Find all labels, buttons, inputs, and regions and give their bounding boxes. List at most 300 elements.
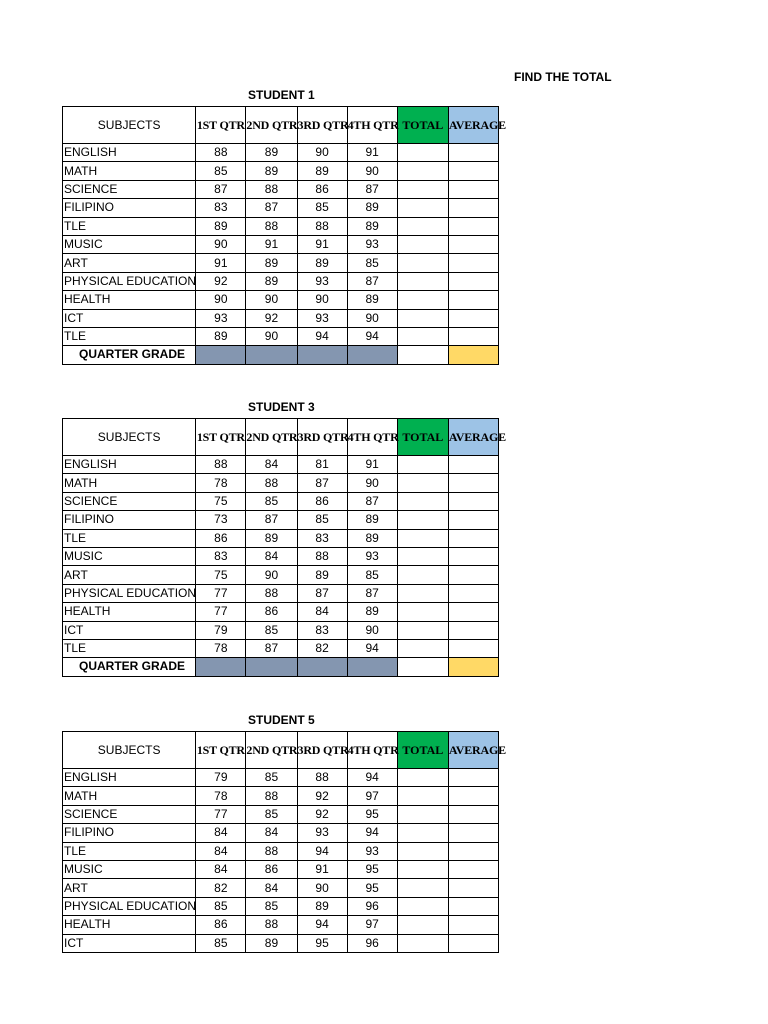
grade-cell-q4: 90	[347, 621, 397, 639]
grade-cell-q2: 88	[246, 180, 297, 198]
grade-cell-q4: 97	[347, 916, 397, 934]
table-row	[63, 309, 499, 327]
table-row	[63, 860, 499, 878]
quarter-grade-label: QUARTER GRADE	[63, 346, 196, 364]
grade-cell-q4: 90	[347, 162, 397, 180]
grade-cell-q3: 82	[297, 639, 347, 657]
total-cell[interactable]	[397, 805, 448, 823]
table-row	[63, 492, 499, 510]
grade-cell-q2: 87	[246, 639, 297, 657]
grade-cell-q3: 94	[297, 842, 347, 860]
grade-cell-q2: 88	[246, 474, 297, 492]
grade-cell-q3: 89	[297, 897, 347, 915]
grade-cell-q2: 92	[246, 309, 297, 327]
grade-cell-q3: 86	[297, 492, 347, 510]
average-cell[interactable]	[448, 511, 498, 529]
grade-cell-q4: 96	[347, 897, 397, 915]
grade-cell-q1: 86	[196, 529, 246, 547]
average-cell[interactable]	[448, 272, 498, 290]
grade-cell-q2: 85	[246, 492, 297, 510]
subject-cell: PHYSICAL EDUCATION	[63, 897, 196, 915]
grade-cell-q3: 83	[297, 529, 347, 547]
grade-cell-q3: 92	[297, 805, 347, 823]
grade-cell-q1: 91	[196, 254, 246, 272]
average-cell[interactable]	[448, 474, 498, 492]
total-cell[interactable]	[397, 897, 448, 915]
student-title: STUDENT 3	[248, 400, 315, 414]
quarter-grade-row	[63, 658, 499, 676]
average-cell[interactable]	[448, 897, 498, 915]
grade-cell-q3: 85	[297, 511, 347, 529]
subject-cell: MUSIC	[63, 860, 196, 878]
grade-cell-q3: 88	[297, 769, 347, 787]
header-row	[63, 732, 499, 769]
average-cell[interactable]	[448, 456, 498, 474]
subject-cell: FILIPINO	[63, 511, 196, 529]
total-cell[interactable]	[397, 547, 448, 565]
grade-cell-q2: 85	[246, 621, 297, 639]
total-cell[interactable]	[397, 254, 448, 272]
grade-cell-q1: 73	[196, 511, 246, 529]
average-cell[interactable]	[448, 162, 498, 180]
table-row	[63, 769, 499, 787]
grade-cell-q4: 89	[347, 511, 397, 529]
average-cell[interactable]	[448, 639, 498, 657]
total-cell[interactable]	[397, 327, 448, 345]
header-1st-qtr: 1ST QTR	[196, 419, 246, 456]
header-total: TOTAL	[397, 107, 448, 144]
subject-cell: TLE	[63, 217, 196, 235]
total-cell[interactable]	[397, 456, 448, 474]
total-cell[interactable]	[397, 639, 448, 657]
header-3rd-qtr: 3RD QTR	[297, 107, 347, 144]
table-row	[63, 879, 499, 897]
total-cell[interactable]	[397, 584, 448, 602]
average-cell[interactable]	[448, 787, 498, 805]
header-average: AVERAGE	[448, 732, 498, 769]
total-cell[interactable]	[397, 162, 448, 180]
grade-cell-q2: 89	[246, 162, 297, 180]
quarter-grade-average-cell[interactable]	[448, 346, 498, 364]
table-row	[63, 934, 499, 952]
table-row	[63, 787, 499, 805]
table-row	[63, 566, 499, 584]
grade-cell-q1: 84	[196, 824, 246, 842]
quarter-grade-cell-q2[interactable]	[246, 346, 297, 364]
grade-cell-q2: 88	[246, 916, 297, 934]
grade-cell-q3: 89	[297, 254, 347, 272]
grade-cell-q3: 84	[297, 603, 347, 621]
subject-cell: ENGLISH	[63, 144, 196, 162]
grade-cell-q4: 91	[347, 144, 397, 162]
grade-cell-q4: 89	[347, 529, 397, 547]
grade-cell-q1: 75	[196, 492, 246, 510]
average-cell[interactable]	[448, 769, 498, 787]
subject-cell: SCIENCE	[63, 180, 196, 198]
header-3rd-qtr: 3RD QTR	[297, 732, 347, 769]
subject-cell: TLE	[63, 842, 196, 860]
table-row	[63, 547, 499, 565]
grades-table	[62, 731, 506, 953]
grade-cell-q1: 77	[196, 805, 246, 823]
grade-cell-q2: 89	[246, 272, 297, 290]
subject-cell: PHYSICAL EDUCATION	[63, 272, 196, 290]
header-4th-qtr: 4TH QTR	[347, 732, 397, 769]
table-row	[63, 824, 499, 842]
average-cell[interactable]	[448, 235, 498, 253]
average-cell[interactable]	[448, 144, 498, 162]
quarter-grade-cell-q2[interactable]	[246, 658, 297, 676]
grade-cell-q4: 95	[347, 805, 397, 823]
grade-cell-q2: 90	[246, 566, 297, 584]
grade-cell-q3: 91	[297, 860, 347, 878]
grade-cell-q2: 88	[246, 842, 297, 860]
header-4th-qtr: 4TH QTR	[347, 419, 397, 456]
total-cell[interactable]	[397, 291, 448, 309]
grade-cell-q4: 85	[347, 254, 397, 272]
subject-cell: ICT	[63, 309, 196, 327]
grade-cell-q2: 89	[246, 529, 297, 547]
total-cell[interactable]	[397, 474, 448, 492]
average-cell[interactable]	[448, 584, 498, 602]
grade-cell-q1: 85	[196, 162, 246, 180]
average-cell[interactable]	[448, 621, 498, 639]
grade-cell-q3: 87	[297, 584, 347, 602]
grade-cell-q3: 88	[297, 547, 347, 565]
quarter-grade-cell-q4[interactable]	[347, 658, 397, 676]
grade-cell-q3: 94	[297, 916, 347, 934]
header-4th-qtr: 4TH QTR	[347, 107, 397, 144]
quarter-grade-total-cell[interactable]	[397, 346, 448, 364]
grade-cell-q2: 87	[246, 511, 297, 529]
subject-cell: TLE	[63, 327, 196, 345]
subject-cell: MUSIC	[63, 235, 196, 253]
average-cell[interactable]	[448, 180, 498, 198]
table-row	[63, 199, 499, 217]
grade-cell-q1: 78	[196, 474, 246, 492]
quarter-grade-label: QUARTER GRADE	[63, 658, 196, 676]
total-cell[interactable]	[397, 199, 448, 217]
total-cell[interactable]	[397, 879, 448, 897]
grade-cell-q1: 79	[196, 621, 246, 639]
subject-cell: FILIPINO	[63, 199, 196, 217]
grade-cell-q2: 85	[246, 897, 297, 915]
grade-cell-q3: 86	[297, 180, 347, 198]
grade-cell-q4: 89	[347, 603, 397, 621]
total-cell[interactable]	[397, 529, 448, 547]
average-cell[interactable]	[448, 309, 498, 327]
grade-cell-q3: 93	[297, 824, 347, 842]
grade-cell-q1: 92	[196, 272, 246, 290]
total-cell[interactable]	[397, 144, 448, 162]
total-cell[interactable]	[397, 511, 448, 529]
average-cell[interactable]	[448, 824, 498, 842]
total-cell[interactable]	[397, 842, 448, 860]
header-average: AVERAGE	[448, 419, 498, 456]
total-cell[interactable]	[397, 769, 448, 787]
header-subjects: SUBJECTS	[63, 732, 196, 769]
grade-cell-q2: 84	[246, 824, 297, 842]
table-row	[63, 511, 499, 529]
grade-cell-q2: 86	[246, 603, 297, 621]
average-cell[interactable]	[448, 603, 498, 621]
student-table-wrapper	[62, 418, 506, 677]
grade-cell-q1: 84	[196, 842, 246, 860]
subject-cell: MUSIC	[63, 547, 196, 565]
grade-cell-q4: 93	[347, 842, 397, 860]
average-cell[interactable]	[448, 217, 498, 235]
grade-cell-q1: 84	[196, 860, 246, 878]
average-cell[interactable]	[448, 805, 498, 823]
grade-cell-q4: 94	[347, 824, 397, 842]
subject-cell: SCIENCE	[63, 492, 196, 510]
quarter-grade-average-cell[interactable]	[448, 658, 498, 676]
total-cell[interactable]	[397, 217, 448, 235]
grade-cell-q1: 77	[196, 603, 246, 621]
subject-cell: SCIENCE	[63, 805, 196, 823]
grade-cell-q1: 87	[196, 180, 246, 198]
average-cell[interactable]	[448, 842, 498, 860]
subject-cell: ART	[63, 254, 196, 272]
grade-cell-q1: 89	[196, 217, 246, 235]
total-cell[interactable]	[397, 492, 448, 510]
header-1st-qtr: 1ST QTR	[196, 107, 246, 144]
grade-cell-q4: 94	[347, 639, 397, 657]
header-total: TOTAL	[397, 419, 448, 456]
grade-cell-q2: 89	[246, 144, 297, 162]
header-average: AVERAGE	[448, 107, 498, 144]
instruction-text: FIND THE TOTAL	[514, 70, 612, 84]
total-cell[interactable]	[397, 235, 448, 253]
grade-cell-q2: 87	[246, 199, 297, 217]
quarter-grade-cell-q1[interactable]	[196, 346, 246, 364]
grade-cell-q4: 97	[347, 787, 397, 805]
total-cell[interactable]	[397, 934, 448, 952]
grade-cell-q4: 87	[347, 584, 397, 602]
grade-cell-q1: 90	[196, 235, 246, 253]
grade-cell-q3: 87	[297, 474, 347, 492]
grade-cell-q4: 96	[347, 934, 397, 952]
grade-cell-q1: 85	[196, 934, 246, 952]
table-row	[63, 291, 499, 309]
grade-cell-q2: 90	[246, 327, 297, 345]
subject-cell: MATH	[63, 787, 196, 805]
student-table-wrapper	[62, 106, 506, 365]
table-row	[63, 529, 499, 547]
grade-cell-q1: 89	[196, 327, 246, 345]
grade-cell-q1: 83	[196, 547, 246, 565]
grade-cell-q2: 89	[246, 254, 297, 272]
subject-cell: MATH	[63, 162, 196, 180]
subject-cell: TLE	[63, 639, 196, 657]
grade-cell-q4: 90	[347, 309, 397, 327]
grade-cell-q1: 93	[196, 309, 246, 327]
grade-cell-q4: 93	[347, 547, 397, 565]
grade-cell-q2: 88	[246, 584, 297, 602]
quarter-grade-cell-q4[interactable]	[347, 346, 397, 364]
table-row	[63, 235, 499, 253]
grade-cell-q4: 90	[347, 474, 397, 492]
grade-cell-q4: 85	[347, 566, 397, 584]
grades-table	[62, 106, 506, 365]
table-row	[63, 144, 499, 162]
total-cell[interactable]	[397, 180, 448, 198]
average-cell[interactable]	[448, 566, 498, 584]
grade-cell-q1: 85	[196, 897, 246, 915]
grade-cell-q3: 81	[297, 456, 347, 474]
table-row	[63, 805, 499, 823]
average-cell[interactable]	[448, 291, 498, 309]
grade-cell-q1: 88	[196, 456, 246, 474]
grade-cell-q3: 95	[297, 934, 347, 952]
average-cell[interactable]	[448, 492, 498, 510]
grade-cell-q3: 89	[297, 162, 347, 180]
grade-cell-q4: 95	[347, 860, 397, 878]
student-table-wrapper	[62, 731, 506, 953]
total-cell[interactable]	[397, 916, 448, 934]
table-row	[63, 180, 499, 198]
grade-cell-q3: 83	[297, 621, 347, 639]
average-cell[interactable]	[448, 547, 498, 565]
subject-cell: FILIPINO	[63, 824, 196, 842]
header-row	[63, 107, 499, 144]
total-cell[interactable]	[397, 860, 448, 878]
subject-cell: ART	[63, 879, 196, 897]
grade-cell-q1: 75	[196, 566, 246, 584]
table-row	[63, 456, 499, 474]
average-cell[interactable]	[448, 879, 498, 897]
table-row	[63, 162, 499, 180]
average-cell[interactable]	[448, 199, 498, 217]
table-row	[63, 584, 499, 602]
grade-cell-q4: 87	[347, 492, 397, 510]
grade-cell-q3: 93	[297, 272, 347, 290]
grade-cell-q3: 91	[297, 235, 347, 253]
table-row	[63, 842, 499, 860]
grade-cell-q2: 85	[246, 769, 297, 787]
header-2nd-qtr: 2ND QTR	[246, 419, 297, 456]
grade-cell-q4: 93	[347, 235, 397, 253]
grade-cell-q2: 90	[246, 291, 297, 309]
average-cell[interactable]	[448, 916, 498, 934]
average-cell[interactable]	[448, 327, 498, 345]
grade-cell-q2: 84	[246, 547, 297, 565]
subject-cell: ENGLISH	[63, 769, 196, 787]
grade-cell-q2: 88	[246, 787, 297, 805]
header-subjects: SUBJECTS	[63, 107, 196, 144]
average-cell[interactable]	[448, 860, 498, 878]
total-cell[interactable]	[397, 603, 448, 621]
grade-cell-q4: 91	[347, 456, 397, 474]
grade-cell-q4: 89	[347, 217, 397, 235]
grade-cell-q1: 90	[196, 291, 246, 309]
total-cell[interactable]	[397, 272, 448, 290]
quarter-grade-cell-q1[interactable]	[196, 658, 246, 676]
grade-cell-q1: 83	[196, 199, 246, 217]
header-row	[63, 419, 499, 456]
header-2nd-qtr: 2ND QTR	[246, 732, 297, 769]
quarter-grade-cell-q3[interactable]	[297, 658, 347, 676]
grade-cell-q3: 92	[297, 787, 347, 805]
header-1st-qtr: 1ST QTR	[196, 732, 246, 769]
grade-cell-q3: 93	[297, 309, 347, 327]
header-2nd-qtr: 2ND QTR	[246, 107, 297, 144]
grade-cell-q1: 77	[196, 584, 246, 602]
table-row	[63, 217, 499, 235]
table-row	[63, 639, 499, 657]
table-row	[63, 272, 499, 290]
average-cell[interactable]	[448, 529, 498, 547]
grade-cell-q1: 86	[196, 916, 246, 934]
grade-cell-q3: 90	[297, 879, 347, 897]
subject-cell: PHYSICAL EDUCATION	[63, 584, 196, 602]
grade-cell-q1: 88	[196, 144, 246, 162]
subject-cell: MATH	[63, 474, 196, 492]
grade-cell-q3: 90	[297, 144, 347, 162]
grade-cell-q1: 78	[196, 639, 246, 657]
grade-cell-q1: 79	[196, 769, 246, 787]
average-cell[interactable]	[448, 934, 498, 952]
grade-cell-q4: 89	[347, 291, 397, 309]
total-cell[interactable]	[397, 621, 448, 639]
grade-cell-q4: 89	[347, 199, 397, 217]
subject-cell: ENGLISH	[63, 456, 196, 474]
grade-cell-q4: 94	[347, 769, 397, 787]
subject-cell: ICT	[63, 621, 196, 639]
subject-cell: HEALTH	[63, 291, 196, 309]
grade-cell-q2: 91	[246, 235, 297, 253]
grade-cell-q3: 89	[297, 566, 347, 584]
total-cell[interactable]	[397, 824, 448, 842]
grade-cell-q3: 88	[297, 217, 347, 235]
grade-cell-q3: 90	[297, 291, 347, 309]
student-title: STUDENT 1	[248, 88, 315, 102]
quarter-grade-total-cell[interactable]	[397, 658, 448, 676]
grade-cell-q2: 88	[246, 217, 297, 235]
table-row	[63, 603, 499, 621]
subject-cell: ART	[63, 566, 196, 584]
total-cell[interactable]	[397, 566, 448, 584]
grade-cell-q2: 86	[246, 860, 297, 878]
grade-cell-q2: 85	[246, 805, 297, 823]
grade-cell-q4: 87	[347, 272, 397, 290]
total-cell[interactable]	[397, 309, 448, 327]
subject-cell: ICT	[63, 934, 196, 952]
header-3rd-qtr: 3RD QTR	[297, 419, 347, 456]
table-row	[63, 327, 499, 345]
grade-cell-q1: 78	[196, 787, 246, 805]
table-row	[63, 621, 499, 639]
header-total: TOTAL	[397, 732, 448, 769]
subject-cell: HEALTH	[63, 603, 196, 621]
quarter-grade-cell-q3[interactable]	[297, 346, 347, 364]
table-row	[63, 897, 499, 915]
table-row	[63, 254, 499, 272]
subject-cell: HEALTH	[63, 916, 196, 934]
grade-cell-q2: 89	[246, 934, 297, 952]
total-cell[interactable]	[397, 787, 448, 805]
subject-cell: TLE	[63, 529, 196, 547]
header-subjects: SUBJECTS	[63, 419, 196, 456]
quarter-grade-row	[63, 346, 499, 364]
average-cell[interactable]	[448, 254, 498, 272]
grades-table	[62, 418, 506, 677]
grade-cell-q1: 82	[196, 879, 246, 897]
grade-cell-q4: 87	[347, 180, 397, 198]
grade-cell-q3: 94	[297, 327, 347, 345]
grade-cell-q2: 84	[246, 879, 297, 897]
grade-cell-q3: 85	[297, 199, 347, 217]
